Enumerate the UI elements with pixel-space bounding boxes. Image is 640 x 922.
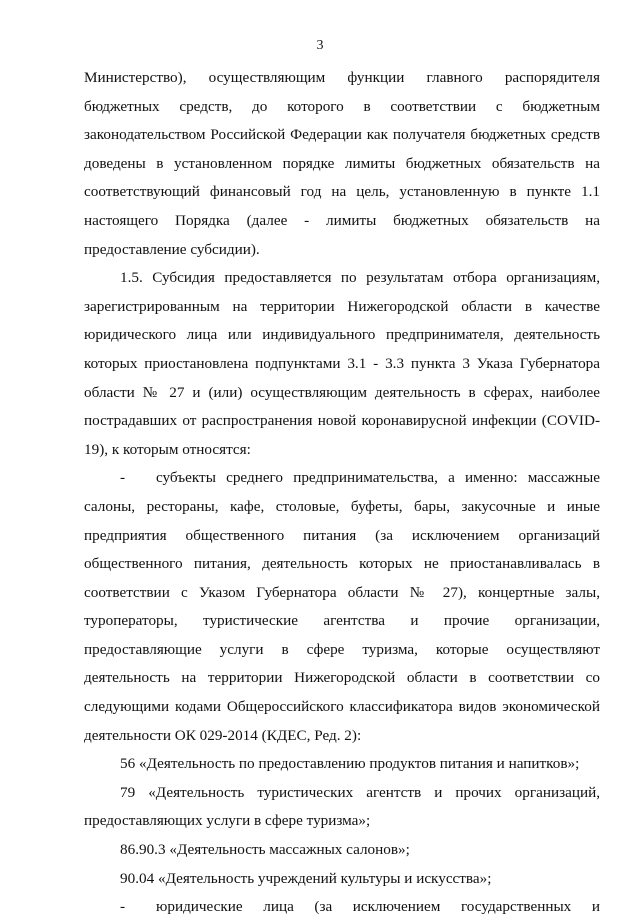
okved-code-56: 56 «Деятельность по предоставлению продуктов питания и напитков»; [120,755,580,773]
paragraph-1-5: 1.5. Субсидия предоставляется по результатам отбора организациям, зарегистрированным на территории Нижегородской области в качестве юридического лица или индивидуального предпринимателя, деятельность которых приостановлена подпунктами 3.1 - 3.3 пункта 3 Указа Губернатора области № 27 и (или) осуществляющим деятельность в сферах, наиболее пострадавших от распространения новой коронавирусной инфекции (COVID-19), к которым относятся: [84,269,600,458]
list-item-legal-entities [84,893,600,922]
list-item-text: субъекты среднего предпринимательства, а именно: массажные салоны, рестораны, кафе, столовые, буфеты, бары, закусочные и иные предприятия общественного питания (за исключением организаций общественного питания, деятельность которых не приостанавливалась в соответствии с Указом Губернатора области № 27), концертные залы, туроператоры, туристические агентства и прочие организации, предоставляющие услуги в сфере туризма, которые осуществляют деятельность на территории Нижегородской области в соответствии со следующими кодами Общероссийского классификатора видов экономической деятельности ОК 029-2014 (КДЕС, Ред. 2): [84,469,600,744]
list-dash: - [120,469,126,487]
okved-code-90-04: 90.04 «Деятельность учреждений культуры и искусства»; [120,869,492,887]
paragraph-ministry: Министерство), осуществляющим функции главного распорядителя бюджетных средств, до которого в соответствии с бюджетным законодательством Российской Федерации как получателя бюджетных средств доведены в установленном порядке лимиты бюджетных обязательств на соответствующий финансовый год на цель, установленную в пункте 1.1 настоящего Порядка (далее - лимиты бюджетных обязательств на предоставление субсидии). [84,69,600,258]
okved-code-79: 79 «Деятельность туристических агентств и прочих организаций, предоставляющих услуги в сфере туризма»; [84,783,600,830]
page-number: 3 [316,38,324,53]
list-item-text: юридические лица (за исключением государственных и [156,898,600,916]
okved-code-86-90-3: 86.90.3 «Деятельность массажных салонов»; [120,841,410,859]
list-dash: - [120,898,126,916]
document-body [84,64,600,922]
list-item-medium-business [84,464,600,750]
